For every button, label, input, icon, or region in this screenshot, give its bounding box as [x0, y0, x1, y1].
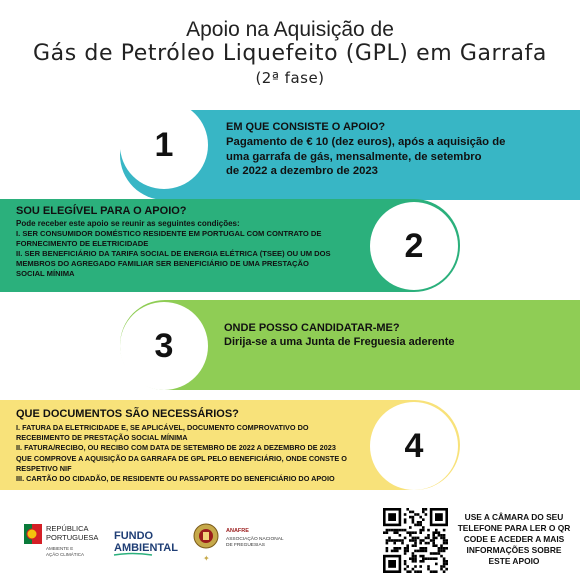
step-1-number: 1 — [120, 101, 208, 189]
step-3-text: Dirija-se a uma Junta de Freguesia aderente — [224, 336, 455, 348]
svg-text:✦: ✦ — [203, 554, 210, 563]
anafre-line-2: DE FREGUESIAS — [226, 543, 265, 548]
step-4-text: I. FATURA DA ELETRICIDADE E, SE APLICÁVEL, DOCUMENTO COMPROVATIVO DO RECEBIMENTO DE PRESTAÇÃO SOCIAL MÍNIMA II. FATURA/RECIBO, OU RECIBO COM DATA DE SETEMBRO DE 2022 A DEZEMBRO DE 2023 QUE COMPROVE A AQUISIÇÃO DA GARRAFA DE GPL PELO BENEFICIÁRIO, ONDE CONSTE O RESPETIVO NIF III. CARTÃO DO CIDADÃO, DE RESIDENTE OU PASSAPORTE DO BENEFICIÁRIO DO APOIO — [16, 423, 347, 484]
step-2-text: Pode receber este apoio se reunir as seguintes condições: I. SER CONSUMIDOR DOMÉSTICO RESIDENTE EM PORTUGAL COM CONTRATO DE FORNECIMENTO DE ELETRICIDADE II. SER BENEFICIÁRIO DA TARIFA SOCIAL DE ENERGIA ELÉTRICA (TSEE) OU UM DOS MEMBROS DO AGREGADO FAMILIAR SER BENEFICIÁRIO DE UMA PRESTAÇÃO SOCIAL MÍNIMA — [16, 219, 331, 278]
step-2-number: 2 — [370, 202, 458, 290]
title-line-2: Gás de Petróleo Liquefeito (GPL) em Garrafa — [33, 41, 547, 66]
step-1-question: EM QUE CONSISTE O APOIO? — [226, 121, 386, 133]
step-3-question: ONDE POSSO CANDIDATAR-ME? — [224, 322, 400, 334]
step-3-number: 3 — [120, 302, 208, 390]
anafre-name: ANAFRE — [226, 528, 249, 534]
rp-line-4: AÇÃO CLIMÁTICA — [46, 552, 85, 557]
anafre-logo — [192, 512, 302, 567]
fa-line-2: AMBIENTAL — [114, 542, 178, 554]
step-1-text: Pagamento de € 10 (dez euros), após a aquisição de uma garrafa de gás, mensalmente, de setembro de 2022 a dezembro de 2023 — [226, 136, 506, 178]
qr-instructions: USE A CÂMARA DO SEU TELEFONE PARA LER O QR CODE E ACEDER A MAIS INFORMAÇÕES SOBRE ESTE APOIO — [457, 512, 571, 566]
step-2-question: SOU ELEGÍVEL PARA O APOIO? — [16, 205, 187, 217]
fa-line-1: FUNDO — [114, 530, 154, 542]
fundo-ambiental-logo — [112, 522, 192, 562]
title-line-3: (2ª fase) — [255, 69, 325, 87]
rp-line-2: PORTUGUESA — [46, 533, 99, 542]
anafre-line-1: ASSOCIAÇÃO NACIONAL — [226, 537, 284, 542]
qr-code[interactable] — [383, 508, 448, 573]
rp-line-3: AMBIENTE E — [46, 546, 74, 551]
title-line-1: Apoio na Aquisição de — [186, 18, 394, 41]
rp-line-1: REPÚBLICA — [46, 524, 89, 533]
step-4-number: 4 — [370, 402, 458, 490]
step-4-question: QUE DOCUMENTOS SÃO NECESSÁRIOS? — [16, 408, 239, 420]
